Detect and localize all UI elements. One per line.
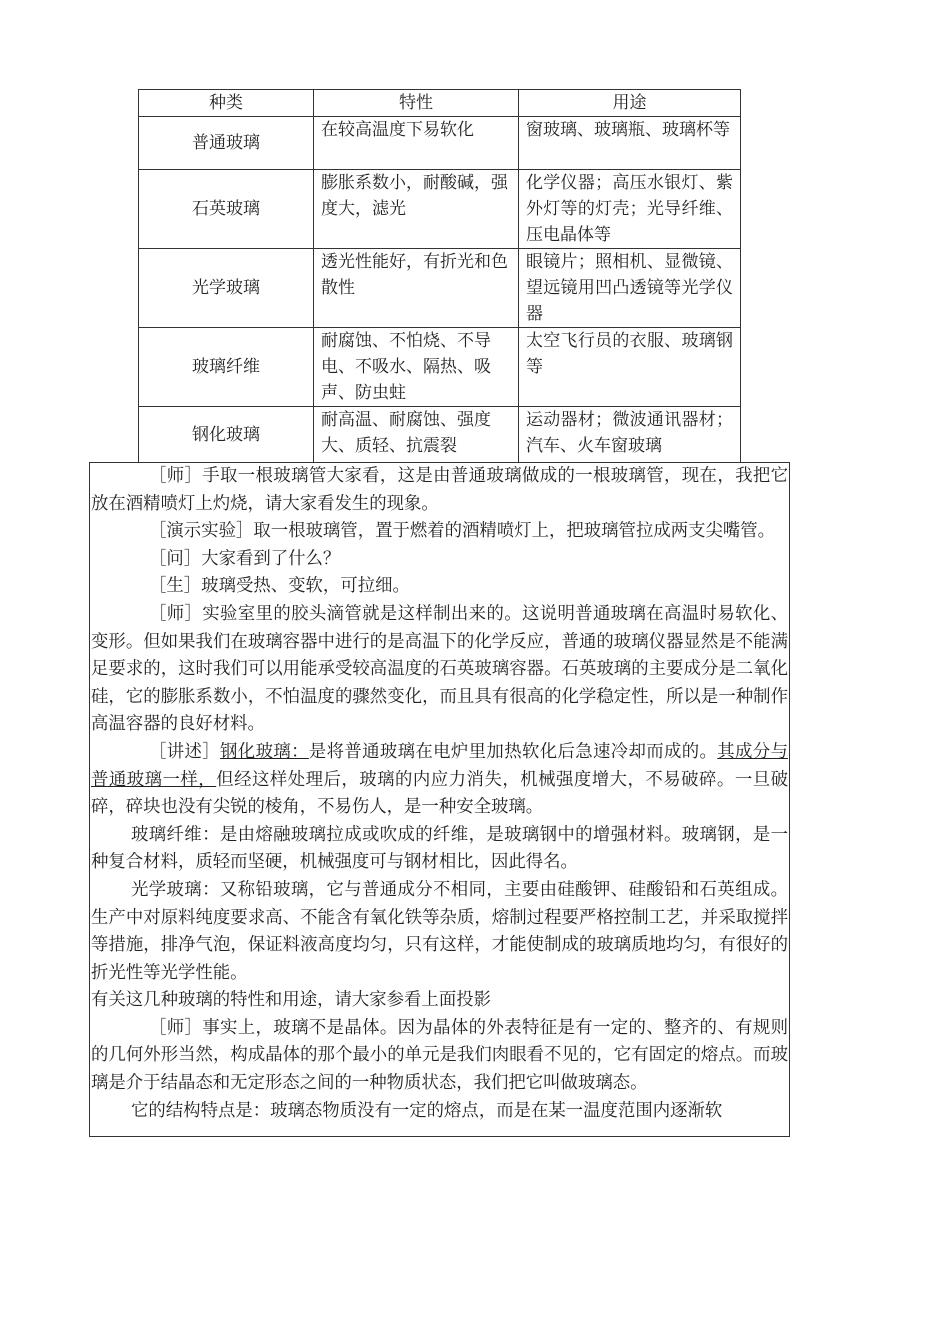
glass-type-cell: 普通玻璃 [139, 117, 314, 170]
glass-property-cell: 膨胀系数小，耐酸碱，强度大，滤光 [314, 170, 519, 249]
demo-paragraph: ［演示实验］取一根玻璃管，置于燃着的酒精喷灯上，把玻璃管拉成两支尖嘴管。 [149, 521, 776, 542]
header-type: 种类 [139, 90, 314, 117]
lesson-text-box [89, 462, 790, 1137]
tempered-glass-def: 是将普通玻璃在电炉里加热软化后急速冷却而成的。 [308, 741, 718, 762]
table-row [139, 249, 741, 328]
table-row [139, 407, 741, 463]
header-use: 用途 [519, 90, 741, 117]
glass-use-cell: 运动器材；微波通讯器材；汽车、火车窗玻璃 [519, 407, 741, 463]
tempered-glass-rest: 但经这样处理后，玻璃的内应力消失，机械强度增大，不易破碎。一旦破碎，碎块也没有尖锐的棱角，不易伤人，是一种安全玻璃。 [91, 769, 788, 818]
glass-type-cell: 钢化玻璃 [139, 407, 314, 463]
header-property: 特性 [314, 90, 519, 117]
table-header-row [139, 90, 741, 117]
teacher-paragraph: ［师］实验室里的胶头滴管就是这样制出来的。这说明普通玻璃在高温时易软化、变形。但如果我们在玻璃容器中进行的是高温下的化学反应，普通的玻璃仪器显然是不能满足要求的，这时我们可以用能承受较高温度的石英玻璃容器。石英玻璃的主要成分是二氧化硅，它的膨胀系数小，不怕温度的骤然变化，而且具有很高的化学稳定性，所以是一种制作高温容器的良好材料。 [91, 603, 788, 735]
glass-type-cell: 光学玻璃 [139, 249, 314, 328]
teacher-paragraph: ［师］事实上，玻璃不是晶体。因为晶体的外表特征是有一定的、整齐的、有规则的几何外形当然，构成晶体的那个最小的单元是我们肉眼看不见的，它有固定的熔点。而玻璃是介于结晶态和无定形态之间的一种物质状态，我们把它叫做玻璃态。 [91, 1017, 788, 1094]
table-row [139, 170, 741, 249]
glass-property-cell: 透光性能好，有折光和色散性 [314, 249, 519, 328]
glass-property-cell: 耐高温、耐腐蚀、强度大、质轻、抗震裂 [314, 407, 519, 463]
glass-use-cell: 窗玻璃、玻璃瓶、玻璃杯等 [519, 117, 741, 170]
table-row [139, 328, 741, 407]
glass-use-cell: 眼镜片；照相机、显微镜、望远镜用凹凸透镜等光学仪器 [519, 249, 741, 328]
glass-property-cell: 耐腐蚀、不怕烧、不导电、不吸水、隔热、吸声、防虫蛀 [314, 328, 519, 407]
optical-glass-paragraph: 光学玻璃：又称铅玻璃，它与普通成分不相同，主要由硅酸钾、硅酸铅和石英组成。生产中对原料纯度要求高、不能含有氧化铁等杂质，熔制过程要严格控制工艺，并采取搅拌等措施，排净气泡，保证料液高度均匀，只有这样，才能使制成的玻璃质地均匀，有很好的折光性等光学性能。 [91, 879, 788, 983]
tempered-glass-paragraph [90, 739, 789, 822]
tempered-glass-composition: 其成分与普通玻璃一样， [91, 741, 788, 790]
table-row [139, 117, 741, 170]
glass-use-cell: 太空飞行员的衣服、玻璃钢等 [519, 328, 741, 407]
glass-type-cell: 石英玻璃 [139, 170, 314, 249]
lecture-label: ［讲述］ [149, 741, 221, 762]
glass-type-cell: 玻璃纤维 [139, 328, 314, 407]
question-paragraph: ［问］大家看到了什么？ [149, 548, 341, 569]
glass-types-table [138, 89, 741, 463]
reference-paragraph: 有关这几种玻璃的特性和用途，请大家参看上面投影 [91, 990, 491, 1011]
glass-fiber-paragraph: 玻璃纤维：是由熔融玻璃拉成或吹成的纤维，是玻璃钢中的增强材料。玻璃钢，是一种复合材料，质轻而坚硬，机械强度可与钢材相比，因此得名。 [91, 824, 788, 873]
student-paragraph: ［生］玻璃受热、变软，可拉细。 [149, 576, 410, 597]
structure-paragraph: 它的结构特点是：玻璃态物质没有一定的熔点，而是在某一温度范围内逐渐软 [131, 1100, 723, 1121]
glass-property-cell: 在较高温度下易软化 [314, 117, 519, 170]
glass-use-cell: 化学仪器；高压水银灯、紫外灯等的灯壳；光导纤维、压电晶体等 [519, 170, 741, 249]
teacher-paragraph: ［师］手取一根玻璃管大家看，这是由普通玻璃做成的一根玻璃管，现在，我把它放在酒精喷灯上灼烧，请大家看发生的现象。 [91, 466, 788, 514]
tempered-glass-term: 钢化玻璃： [220, 741, 309, 762]
